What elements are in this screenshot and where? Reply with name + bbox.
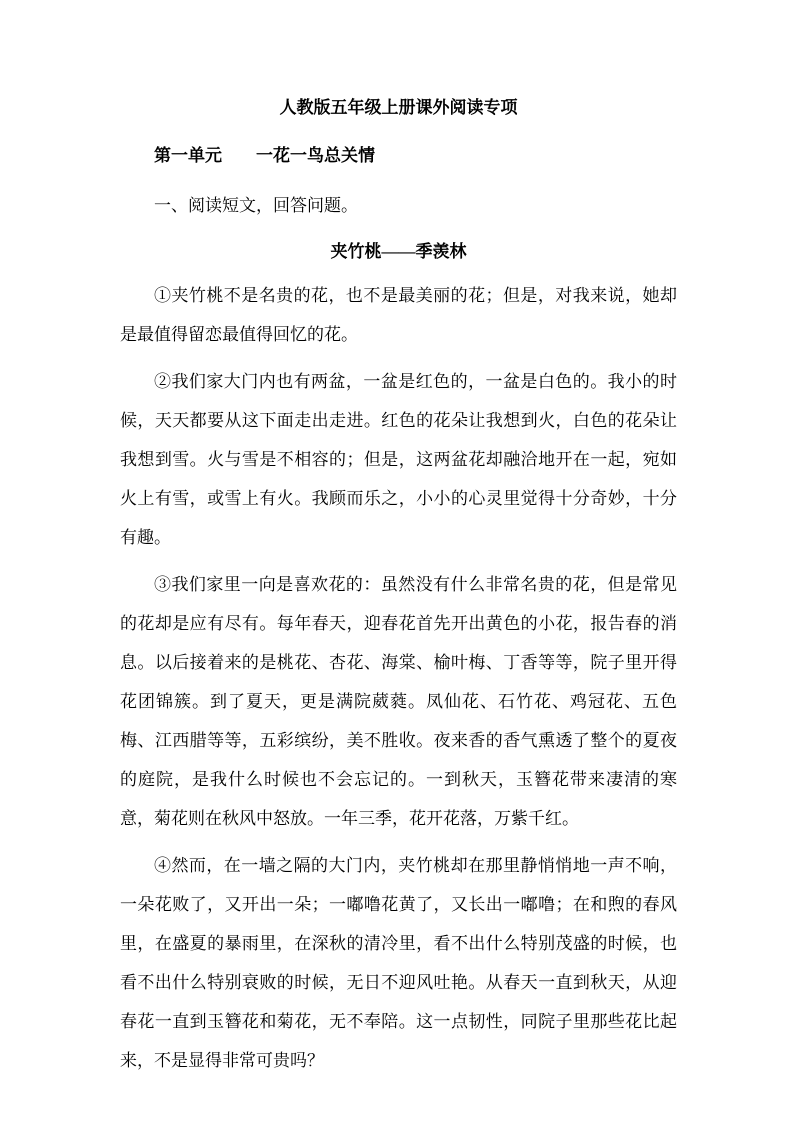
- body-paragraph-3: ③我们家里一向是喜欢花的：虽然没有什么非常名贵的花，但是常见的花却是应有尽有。每年春天，迎春花首先开出黄色的小花，报告春的消息。以后接着来的是桃花、杏花、海棠、榆叶梅、丁香等等，院子里开得花团锦簇。到了夏天，更是满院葳蕤。凤仙花、石竹花、鸡冠花、五色梅、江西腊等等，五彩缤纷，美不胜收。夜来香的香气熏透了整个的夏夜的庭院，是我什么时候也不会忘记的。一到秋天，玉簪花带来凄清的寒意，菊花则在秋风中怒放。一年三季，花开花落，万紫千红。: [120, 575, 677, 828]
- section-instruction: 一、阅读短文，回答问题。: [154, 196, 358, 215]
- body-paragraph-1: ①夹竹桃不是名贵的花，也不是最美丽的花；但是，对我来说，她却是最值得留恋最值得回忆的花。: [120, 286, 677, 344]
- article-title: 夹竹桃——季羡林: [330, 242, 467, 261]
- document-title: 人教版五年级上册课外阅读专项: [279, 98, 518, 117]
- body-paragraph-2: ②我们家大门内也有两盆，一盆是红色的，一盆是白色的。我小的时候，天天都要从这下面走出走进。红色的花朵让我想到火，白色的花朵让我想到雪。火与雪是不相容的；但是，这两盆花却融洽地开在一起，宛如火上有雪，或雪上有火。我顾而乐之，小小的心灵里觉得十分奇妙，十分有趣。: [120, 372, 677, 547]
- unit-heading: 第一单元 一花一鸟总关情: [154, 146, 375, 165]
- body-paragraph-4: ④然而，在一墙之隔的大门内，夹竹桃却在那里静悄悄地一声不响，一朵花败了，又开出一朵；一嘟噜花黄了，又长出一嘟噜；在和煦的春风里，在盛夏的暴雨里，在深秋的清冷里，看不出什么特别茂盛的时候，也看不出什么特别衰败的时候，无日不迎风吐艳。从春天一直到秋天，从迎春花一直到玉簪花和菊花，无不奉陪。这一点韧性，同院子里那些花比起来，不是显得非常可贵吗？: [120, 856, 677, 1070]
